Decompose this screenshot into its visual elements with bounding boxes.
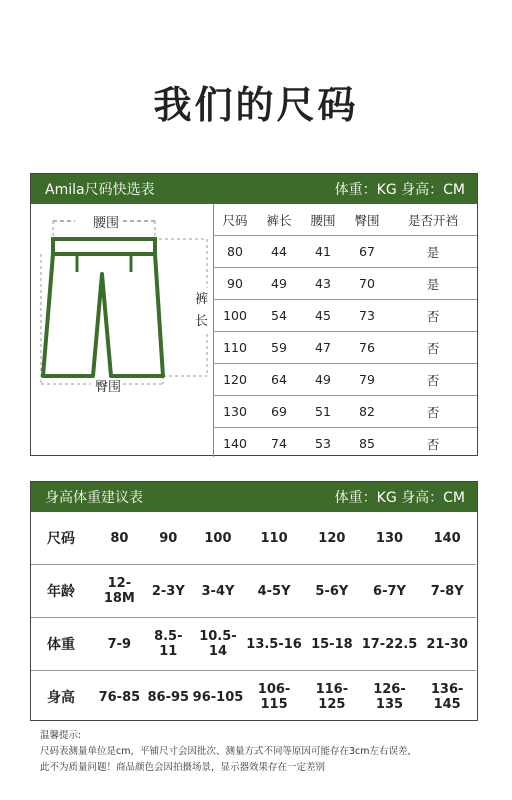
- tips-line: 此不为质量问题！商品颜色会因拍摄场景，显示器效果存在一定差别: [40, 762, 326, 773]
- table-cell: 136-145: [430, 682, 464, 712]
- table-row: [213, 364, 477, 396]
- waist-label: 腰围: [93, 216, 120, 231]
- table-cell: 110: [213, 332, 257, 364]
- table-row: [31, 671, 476, 724]
- table-cell: 4-5Y: [245, 565, 303, 618]
- table-row: [31, 512, 476, 565]
- table-cell: 96-105: [192, 689, 244, 705]
- col-header: 臀围: [345, 204, 389, 236]
- table-cell: 76-85: [98, 689, 141, 705]
- table-cell: 74: [271, 436, 287, 451]
- row-header: 尺码: [31, 512, 93, 565]
- table-cell: 100: [191, 512, 245, 565]
- table-cell: 49: [301, 364, 345, 396]
- size-chart-header: [31, 174, 477, 204]
- hip-label: 臀围: [95, 380, 122, 395]
- table-cell: 126-135: [373, 682, 406, 712]
- table-cell: 80: [93, 512, 146, 565]
- col-header: 是否开裆: [389, 204, 477, 236]
- tips-note: [40, 728, 417, 776]
- table-cell: 130: [361, 512, 419, 565]
- table-cell: 8.5-11: [146, 618, 191, 671]
- suggestion-table: [31, 512, 476, 723]
- table-cell: 79: [345, 364, 389, 396]
- table-cell: 69: [257, 396, 301, 428]
- table-cell: 49: [257, 268, 301, 300]
- table-cell: 86-95: [147, 689, 190, 705]
- col-header: 裤长: [257, 204, 301, 236]
- suggestion-card: [30, 481, 478, 721]
- table-cell: 12-18M: [93, 565, 146, 618]
- page-title: 我们的尺码: [153, 83, 359, 127]
- table-cell: 85: [359, 436, 375, 451]
- table-cell: 90: [146, 512, 191, 565]
- table-cell: 110: [245, 512, 303, 565]
- table-row: [31, 618, 476, 671]
- table-cell: 是: [389, 268, 477, 300]
- table-row: [213, 268, 477, 300]
- table-cell: 43: [301, 268, 345, 300]
- table-cell: 140: [223, 436, 247, 451]
- table-cell: 2-3Y: [146, 565, 191, 618]
- table-cell: 82: [345, 396, 389, 428]
- table-cell: 否: [389, 396, 477, 428]
- table-cell: 7-9: [93, 618, 146, 671]
- tips-line: 尺码表测量单位是cm，平铺尺寸会因批次、测量方式不同等原因可能存在3cm左右误差，: [40, 746, 417, 757]
- table-cell: 41: [301, 236, 345, 268]
- table-cell: 45: [301, 300, 345, 332]
- col-header: 尺码: [213, 204, 257, 236]
- table-cell: 44: [257, 236, 301, 268]
- table-cell: 67: [345, 236, 389, 268]
- table-cell: 100: [213, 300, 257, 332]
- length-label-2: 长: [195, 314, 209, 329]
- table-cell: 76: [345, 332, 389, 364]
- shorts-icon: [31, 204, 213, 457]
- table-cell: 否: [389, 300, 477, 332]
- table-cell: 3-4Y: [191, 565, 245, 618]
- col-header: 腰围: [301, 204, 345, 236]
- table-cell: 116-125: [315, 682, 349, 712]
- table-cell: 13.5-16: [245, 618, 303, 671]
- tips-heading: 温馨提示:: [40, 730, 82, 741]
- table-row: [213, 300, 477, 332]
- table-cell: 否: [426, 436, 440, 452]
- table-cell: 73: [345, 300, 389, 332]
- table-cell: 64: [257, 364, 301, 396]
- table-cell: 130: [213, 396, 257, 428]
- table-cell: 80: [213, 236, 257, 268]
- table-cell: 106-115: [257, 682, 291, 712]
- table-row: [213, 428, 477, 460]
- table-cell: 否: [389, 364, 477, 396]
- table-row: [213, 332, 477, 364]
- length-label-1: 裤: [195, 292, 209, 307]
- table-cell: 47: [301, 332, 345, 364]
- size-table-header: [213, 204, 477, 236]
- suggestion-units: 体重：KG 身高：CM: [334, 490, 465, 506]
- table-cell: 59: [257, 332, 301, 364]
- table-row: [213, 236, 477, 268]
- table-cell: 54: [257, 300, 301, 332]
- table-cell: 7-8Y: [418, 565, 476, 618]
- table-cell: 21-30: [418, 618, 476, 671]
- size-table: [213, 204, 477, 459]
- table-cell: 17-22.5: [361, 618, 419, 671]
- table-cell: 53: [315, 436, 331, 451]
- table-cell: 120: [303, 512, 361, 565]
- table-cell: 10.5-14: [191, 618, 245, 671]
- suggestion-header: [31, 482, 477, 512]
- table-cell: 5-6Y: [303, 565, 361, 618]
- shorts-diagram: [31, 204, 214, 457]
- table-cell: 120: [213, 364, 257, 396]
- row-header: 年龄: [31, 565, 93, 618]
- suggestion-title: 身高体重建议表: [45, 490, 143, 506]
- table-cell: 否: [389, 332, 477, 364]
- table-cell: 51: [301, 396, 345, 428]
- size-chart-title: Amila尺码快选表: [45, 182, 155, 198]
- table-row: [31, 565, 476, 618]
- table-cell: 140: [418, 512, 476, 565]
- size-chart-units: 体重：KG 身高：CM: [334, 182, 465, 198]
- size-chart-card: [30, 173, 478, 456]
- table-cell: 6-7Y: [361, 565, 419, 618]
- table-cell: 是: [389, 236, 477, 268]
- table-row: [213, 396, 477, 428]
- row-header: 体重: [31, 618, 93, 671]
- table-cell: 70: [345, 268, 389, 300]
- row-header: 身高: [47, 690, 75, 706]
- table-cell: 90: [213, 268, 257, 300]
- table-cell: 15-18: [303, 618, 361, 671]
